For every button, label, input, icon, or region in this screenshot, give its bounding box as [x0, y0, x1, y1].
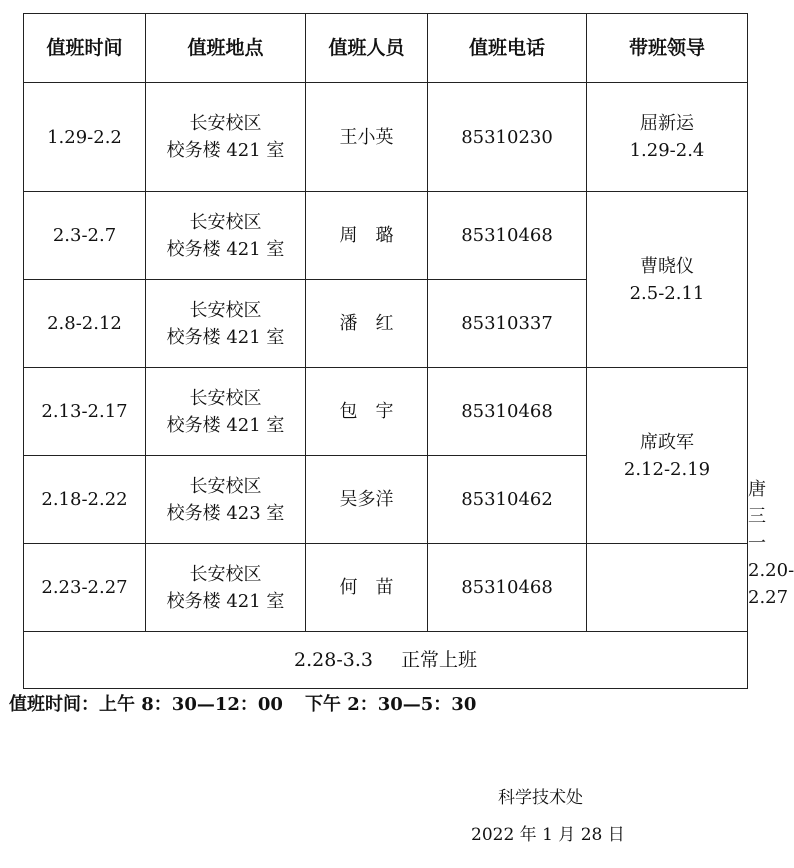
time-cell: 2.3-2.7	[24, 192, 146, 280]
person-cell: 潘 红	[306, 280, 428, 368]
leader-name: 屈新运	[640, 113, 694, 134]
normal-work-text	[294, 649, 477, 671]
phone-cell: 85310462	[428, 456, 587, 544]
location-cell	[146, 192, 306, 280]
phone-cell: 85310230	[428, 83, 587, 192]
time-cell: 2.18-2.22	[24, 456, 146, 544]
duty-schedule-table	[23, 13, 794, 689]
location-campus: 长安校区	[189, 211, 262, 233]
normal-work-cell	[24, 632, 748, 689]
header-duty-time: 值班时间	[24, 14, 146, 83]
duty-hours-morning: 上午 8：30—12：00	[99, 694, 283, 715]
table-row	[24, 83, 748, 192]
header-duty-location: 值班地点	[146, 14, 306, 83]
time-cell: 2.13-2.17	[24, 368, 146, 456]
location-room: 校务楼 421 室	[166, 326, 285, 348]
leader-cell	[587, 192, 748, 368]
duty-hours-note	[9, 690, 476, 716]
location-campus: 长安校区	[189, 299, 262, 321]
location-room: 校务楼 421 室	[166, 238, 285, 260]
location-room: 校务楼 421 室	[166, 140, 285, 161]
time-cell: 1.29-2.2	[24, 83, 146, 192]
location-campus: 长安校区	[189, 387, 262, 409]
location-room: 校务楼 421 室	[166, 414, 285, 436]
duty-hours-afternoon: 下午 2：30—5：30	[304, 694, 477, 715]
leader-dates: 2.12-2.19	[623, 458, 711, 480]
time-cell: 2.8-2.12	[24, 280, 146, 368]
table-row	[24, 368, 748, 456]
phone-cell: 85310468	[428, 192, 587, 280]
table-row	[24, 192, 748, 280]
phone-cell: 85310468	[428, 544, 587, 632]
location-room: 校务楼 421 室	[166, 590, 285, 612]
location-campus: 长安校区	[189, 563, 262, 585]
table-footer-row	[24, 632, 748, 689]
phone-cell: 85310337	[428, 280, 587, 368]
leader-dates: 1.29-2.4	[629, 140, 705, 161]
location-cell	[146, 544, 306, 632]
person-cell: 何 苗	[306, 544, 428, 632]
leader-cell	[587, 83, 748, 192]
header-duty-phone: 值班电话	[428, 14, 587, 83]
leader-name: 席政军	[640, 431, 694, 453]
location-cell	[146, 280, 306, 368]
person-cell: 包 宇	[306, 368, 428, 456]
location-campus: 长安校区	[189, 113, 262, 134]
table-row: 2.18-2.22 长安校区 校务楼 423 室 吴多洋 85310462 唐三一 2.20-2.27	[24, 456, 748, 544]
leader-dates: 2.5-2.11	[629, 282, 705, 304]
leader-name: 曹晓仪	[640, 255, 694, 277]
person-cell: 吴多洋	[306, 456, 428, 544]
header-leader: 带班领导	[587, 14, 748, 83]
location-cell	[146, 83, 306, 192]
location-campus: 长安校区	[189, 475, 262, 497]
header-duty-person: 值班人员	[306, 14, 428, 83]
phone-cell: 85310468	[428, 368, 587, 456]
location-room: 校务楼 423 室	[166, 502, 285, 524]
time-cell: 2.23-2.27	[24, 544, 146, 632]
signature-department: 科学技术处	[498, 788, 583, 808]
header-row	[24, 14, 748, 83]
normal-work-status: 正常上班	[400, 648, 477, 671]
signature-date: 2022 年 1 月 28 日	[471, 825, 625, 845]
leader-cell	[587, 368, 748, 544]
normal-work-dates: 2.28-3.3	[294, 648, 373, 671]
person-cell: 周 璐	[306, 192, 428, 280]
location-cell	[146, 456, 306, 544]
duty-hours-label: 值班时间：	[9, 694, 99, 715]
table-row	[24, 544, 748, 632]
location-cell	[146, 368, 306, 456]
person-cell: 王小英	[306, 83, 428, 192]
